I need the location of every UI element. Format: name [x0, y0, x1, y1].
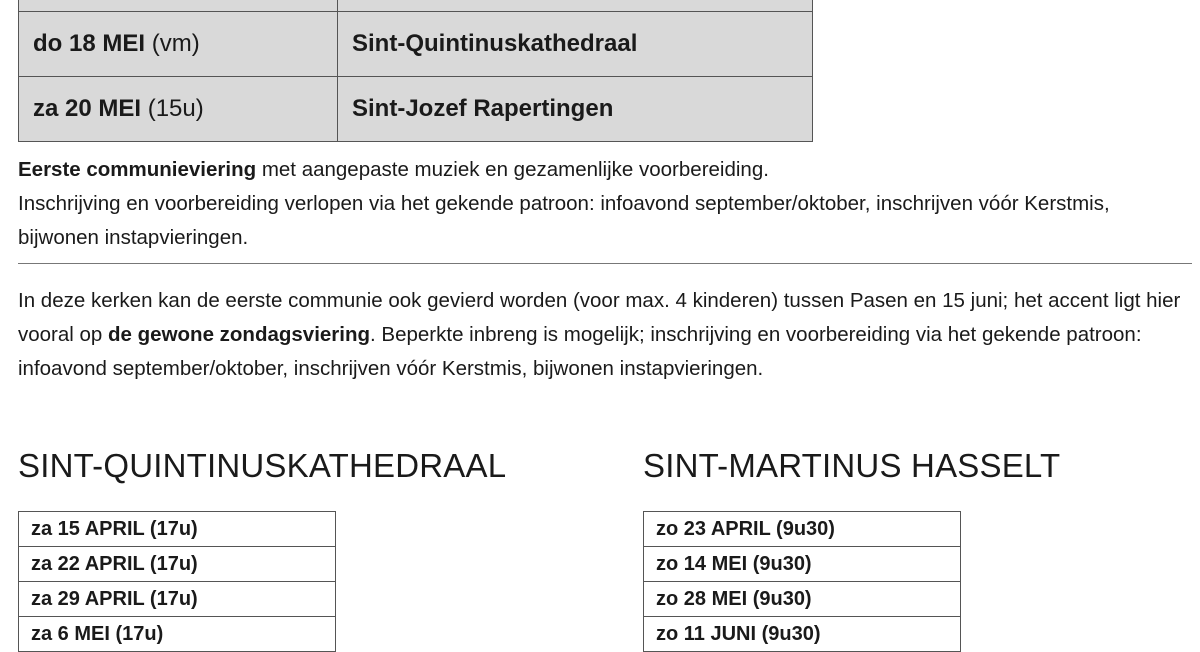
divider — [18, 263, 1192, 264]
left-dates-table — [18, 511, 336, 652]
communion-schedule-table — [18, 0, 813, 142]
table-row — [19, 77, 813, 142]
second-part1: In deze kerken kan de eerste communie ook gevierd worden (voor max. 4 kinderen) tussen Pasen en 15 juni; het accent ligt hier vooral op — [18, 289, 1181, 346]
table-row — [19, 0, 813, 12]
date-cell — [19, 12, 338, 77]
second-paragraph — [18, 284, 1188, 386]
date-cell: za 15 APRIL (17u) — [19, 512, 336, 547]
second-part2: . Beperkte inbreng is mogelijk; inschrijving en voorbereiding via het gekende patroon: infoavond september/oktober, inschrijven vóór Kerstmis, bijwonen instapvieringen. — [18, 323, 1142, 380]
second-bold: de gewone zondagsviering — [108, 323, 371, 346]
intro-line1-rest: met aangepaste muziek en gezamenlijke voorbereiding. — [256, 158, 769, 181]
table-row — [644, 617, 961, 652]
date-cell: za 6 MEI (17u) — [19, 617, 336, 652]
date-cell: za 29 APRIL (17u) — [19, 582, 336, 617]
intro-paragraph — [18, 153, 1188, 255]
table-row — [19, 547, 336, 582]
date-cell: zo 11 JUNI (9u30) — [644, 617, 961, 652]
place-cell: Sint-Jozef Rapertingen — [338, 77, 813, 142]
table-cell — [19, 0, 338, 12]
date-cell: zo 23 APRIL (9u30) — [644, 512, 961, 547]
date-cell — [19, 77, 338, 142]
date-day: do 18 MEI — [33, 30, 146, 57]
table-row — [644, 547, 961, 582]
intro-bold-lead: Eerste communieviering — [18, 158, 257, 181]
table-row — [19, 582, 336, 617]
table-row — [644, 512, 961, 547]
left-section-heading: SINT-QUINTINUSKATHEDRAAL — [18, 447, 507, 484]
right-section-heading: SINT-MARTINUS HASSELT — [643, 447, 1061, 484]
table-row — [19, 512, 336, 547]
date-time: (vm) — [151, 30, 200, 57]
intro-line2: Inschrijving en voorbereiding verlopen via het gekende patroon: infoavond september/oktober, inschrijven vóór Kerstmis, bijwonen instapvieringen. — [18, 192, 1110, 249]
date-day: za 20 MEI — [33, 95, 142, 122]
table-row — [19, 12, 813, 77]
date-cell: za 22 APRIL (17u) — [19, 547, 336, 582]
date-cell: zo 28 MEI (9u30) — [644, 582, 961, 617]
right-dates-table — [643, 511, 961, 652]
place-cell: Sint-Quintinuskathedraal — [338, 12, 813, 77]
table-cell — [338, 0, 813, 12]
table-row — [644, 582, 961, 617]
date-cell: zo 14 MEI (9u30) — [644, 547, 961, 582]
table-row — [19, 617, 336, 652]
date-time: (15u) — [147, 95, 204, 122]
